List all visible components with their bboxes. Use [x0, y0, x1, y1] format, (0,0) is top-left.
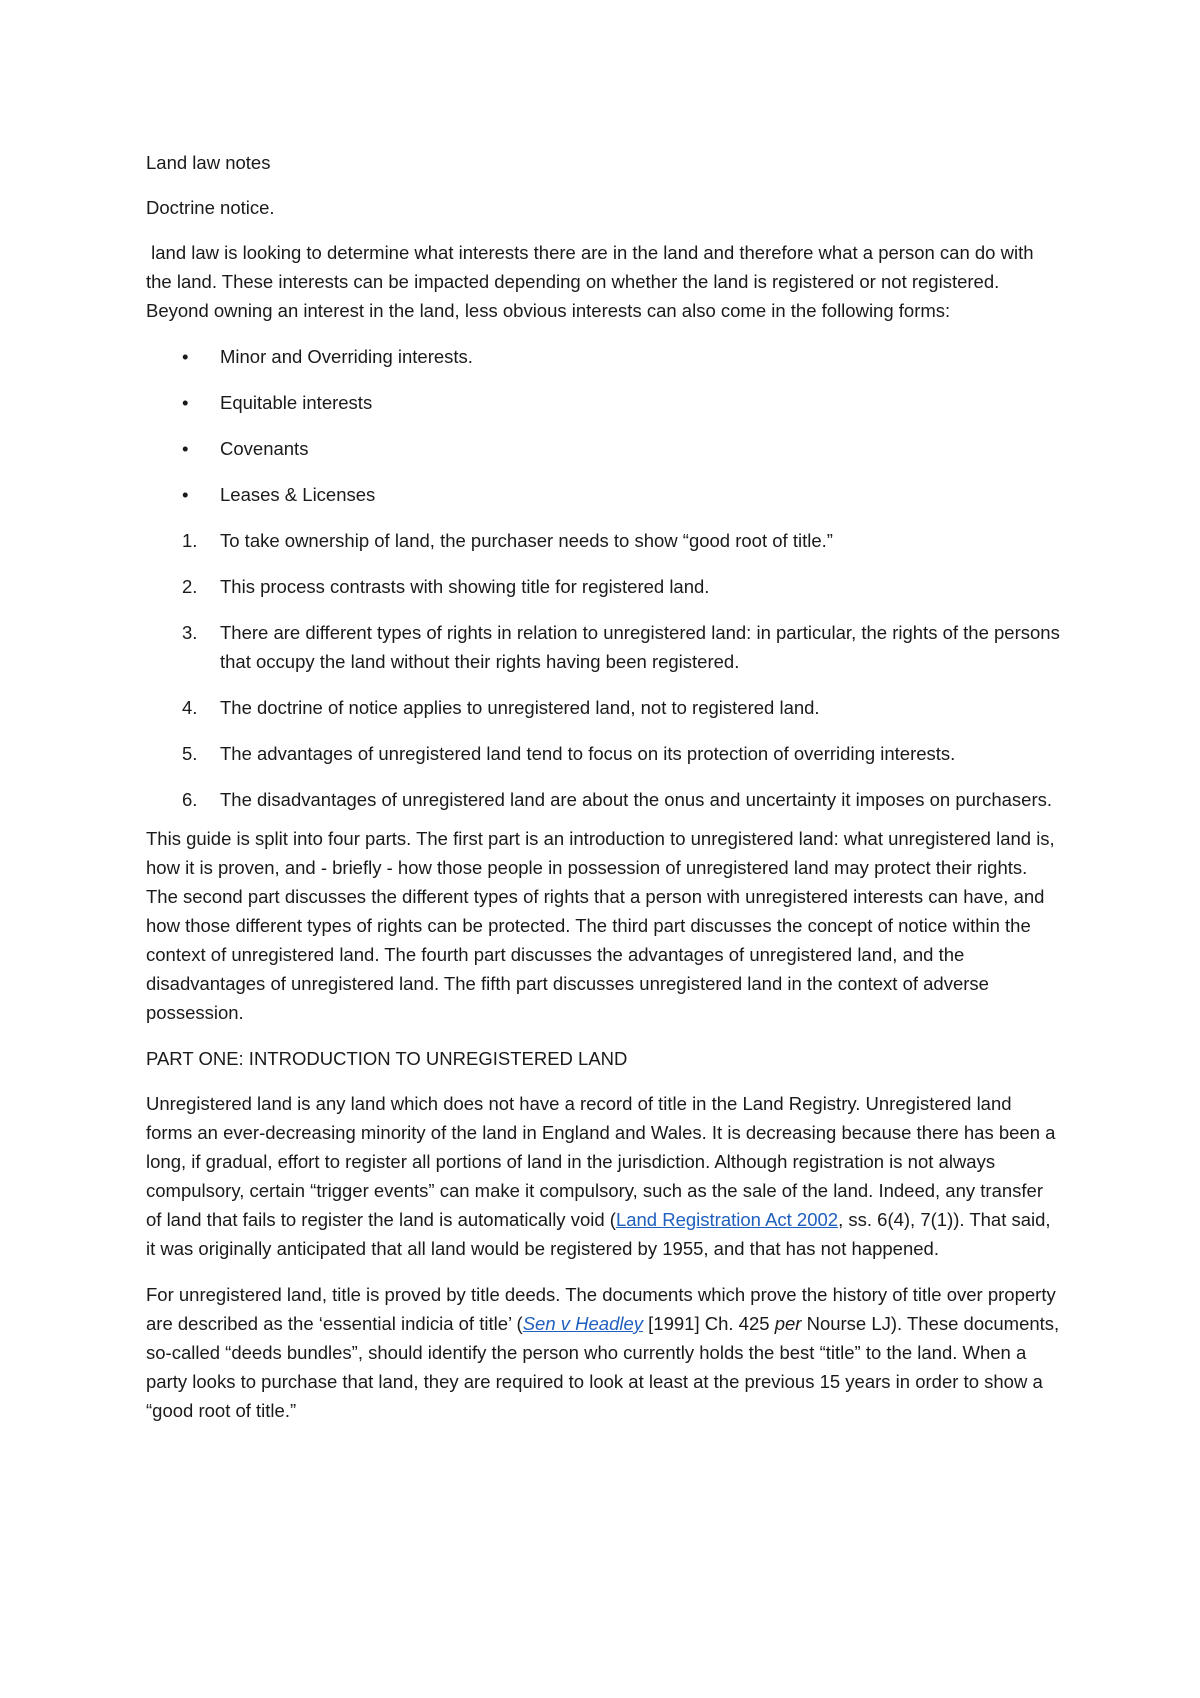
item-number: 5. — [182, 743, 198, 764]
item-text: There are different types of rights in relation to unregistered land: in particular, the rights of the persons that occupy the land without their rights having been registered. — [220, 622, 1060, 672]
item-text: The advantages of unregistered land tend to focus on its protection of overriding interests. — [220, 743, 956, 764]
list-item: • Leases & Licenses — [146, 480, 1061, 509]
item-text: The doctrine of notice applies to unregistered land, not to registered land. — [220, 697, 820, 718]
document-body — [146, 148, 1061, 1425]
page-title: Land law notes — [146, 152, 271, 173]
list-item: • Minor and Overriding interests. — [146, 342, 1061, 371]
unregistered-land-paragraph: Unregistered land is any land which does not have a record of title in the Land Registry. Unregistered land forms an ever-decreasing minority of the land in England and Wales. It is decreasing because there has been a long, if gradual, effort to register all portions of land in the jurisdiction. Although registration is not always compulsory, certain “trigger events” can make it compulsory, such as the sale of the land. Indeed, any transfer of land that fails to register the land is automatically void (Land Registration Act 2002, ss. 6(4), 7(1)). That said, it was originally anticipated that all land would be registered by 1955, and that has not happened. — [146, 1093, 1056, 1259]
section-subtitle: Doctrine notice. — [146, 197, 275, 218]
list-item — [146, 739, 1061, 768]
list-item — [146, 618, 1061, 676]
item-text: To take ownership of land, the purchaser needs to show “good root of title.” — [220, 530, 833, 551]
part-one-heading: PART ONE: INTRODUCTION TO UNREGISTERED LAND — [146, 1048, 628, 1069]
bullet-list — [146, 342, 1061, 509]
sen-v-headley-link[interactable]: Sen v Headley — [522, 1313, 644, 1334]
item-number: 1. — [182, 530, 198, 551]
item-text: The disadvantages of unregistered land are about the onus and uncertainty it imposes on purchasers. — [220, 789, 1052, 810]
list-item — [146, 693, 1061, 722]
list-item — [146, 572, 1061, 601]
intro-paragraph: land law is looking to determine what interests there are in the land and therefore what a person can do with the land. These interests can be impacted depending on whether the land is registered or not registered. Beyond owning an interest in the land, less obvious interests can also come in the following forms: — [146, 242, 1039, 321]
list-item: • Covenants — [146, 434, 1061, 463]
item-text: This process contrasts with showing title for registered land. — [220, 576, 710, 597]
item-number: 2. — [182, 576, 198, 597]
list-item: • Equitable interests — [146, 388, 1061, 417]
numbered-list — [146, 526, 1061, 814]
title-deeds-paragraph: For unregistered land, title is proved by title deeds. The documents which prove the history of title over property are described as the ‘essential indicia of title’ (Sen v Headley [1991] Ch. 425 per Nourse LJ). These documents, so-called “deeds bundles”, should identify the person who currently holds the best “title” to the land. When a party looks to purchase that land, they are required to look at least at the previous 15 years in order to show a “good root of title.” — [146, 1284, 1060, 1421]
item-number: 3. — [182, 622, 198, 643]
item-number: 4. — [182, 697, 198, 718]
guide-paragraph: This guide is split into four parts. The first part is an introduction to unregistered land: what unregistered land is, how it is proven, and - briefly - how those people in possession of unregistered land may protect their rights. The second part discusses the different types of rights that a person with unregistered interests can have, and how those different types of rights can be protected. The third part discusses the concept of notice within the context of unregistered land. The fourth part discusses the advantages of unregistered land, and the disadvantages of unregistered land. The fifth part discusses unregistered land in the context of adverse possession. — [146, 828, 1055, 1023]
list-item — [146, 785, 1061, 814]
item-number: 6. — [182, 789, 198, 810]
land-registration-act-link[interactable]: Land Registration Act 2002 — [615, 1209, 839, 1230]
list-item — [146, 526, 1061, 555]
